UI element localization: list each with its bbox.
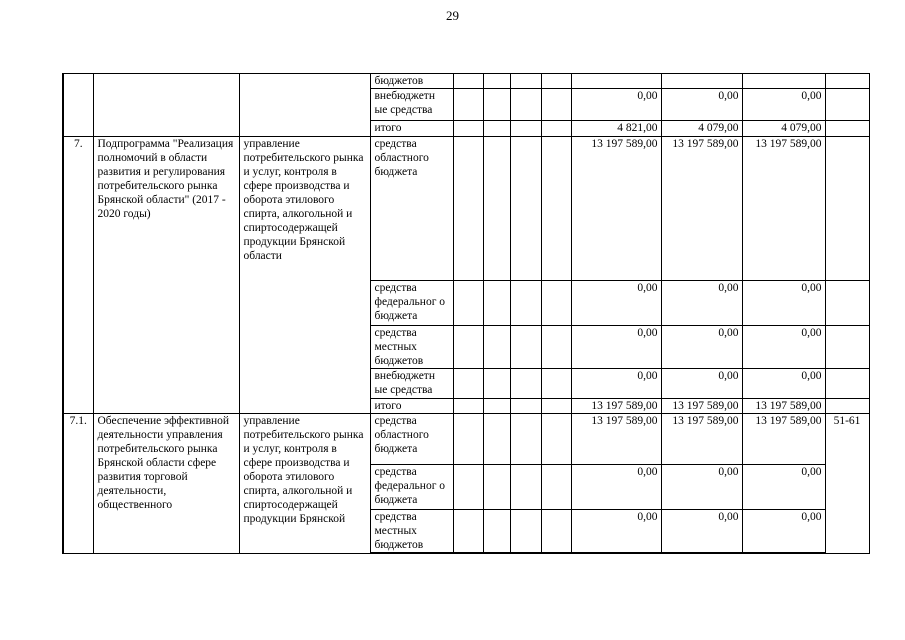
cell-value-1: 0,00: [571, 89, 661, 121]
cell-value-2: 0,00: [661, 465, 742, 510]
program-executor: управление потребительского рынка и услуг, контроля в сфере производства и оборота этилового спирта, алкогольной и спиртосодержащей продукции Брянской: [239, 414, 370, 554]
cell-source: средства местных бюджетов: [370, 510, 453, 554]
budget-table: [62, 73, 870, 554]
cell-value-3: 0,00: [742, 326, 825, 369]
table-row: [63, 414, 869, 465]
cell-value-3: 13 197 589,00: [742, 137, 825, 281]
cell-source: итого: [370, 399, 453, 414]
program-number: 7.: [63, 137, 93, 414]
cell-value-1: 13 197 589,00: [571, 399, 661, 414]
cell-executor: [239, 74, 370, 137]
cell-value-1: 13 197 589,00: [571, 414, 661, 465]
cell-value-2: 13 197 589,00: [661, 137, 742, 281]
program-name: Подпрограмма "Реализация полномочий в области развития и регулирования потребительского рынка Брянской области" (2017 - 2020 годы): [93, 137, 239, 414]
indicator-ref: 51-61: [825, 414, 869, 554]
cell-value-1: 0,00: [571, 326, 661, 369]
cell-source: средства федеральног о бюджета: [370, 281, 453, 326]
cell-value-2: 0,00: [661, 369, 742, 399]
cell-value-3: 0,00: [742, 281, 825, 326]
cell-value-3: 13 197 589,00: [742, 414, 825, 465]
cell-value-2: 13 197 589,00: [661, 414, 742, 465]
table-row: [63, 74, 869, 89]
cell-value-2: 4 079,00: [661, 121, 742, 137]
cell-source: средства местных бюджетов: [370, 326, 453, 369]
cell-value-2: 0,00: [661, 89, 742, 121]
page-number: 29: [446, 8, 459, 23]
cell-source: средства областного бюджета: [370, 414, 453, 465]
cell-source: средства федеральног о бюджета: [370, 465, 453, 510]
program-number: 7.1.: [63, 414, 93, 554]
cell-value-3: 4 079,00: [742, 121, 825, 137]
cell-value-1: 0,00: [571, 510, 661, 554]
cell-value-1: 0,00: [571, 369, 661, 399]
cell-value-2: 0,00: [661, 326, 742, 369]
cell-value-1: 13 197 589,00: [571, 137, 661, 281]
cell-source: бюджетов: [370, 74, 453, 89]
cell-source: средства областного бюджета: [370, 137, 453, 281]
cell-value-2: 0,00: [661, 281, 742, 326]
cell-value-3: 0,00: [742, 465, 825, 510]
cell-value-3: 0,00: [742, 510, 825, 554]
cell-source: итого: [370, 121, 453, 137]
program-name: Обеспечение эффективной деятельности управления потребительского рынка Брянской области сфере развития торговой деятельности, общественного: [93, 414, 239, 554]
table-row: [63, 137, 869, 281]
cell-value-2: 13 197 589,00: [661, 399, 742, 414]
cell-source: внебюджетн ые средства: [370, 369, 453, 399]
cell-num: [63, 74, 93, 137]
cell-value-3: 13 197 589,00: [742, 399, 825, 414]
cell-value-1: 0,00: [571, 281, 661, 326]
cell-value-2: 0,00: [661, 510, 742, 554]
cell-value-3: 0,00: [742, 89, 825, 121]
cell-source: внебюджетн ые средства: [370, 89, 453, 121]
cell-value-1: 0,00: [571, 465, 661, 510]
cell-value-1: 4 821,00: [571, 121, 661, 137]
program-executor: управление потребительского рынка и услуг, контроля в сфере производства и оборота этилового спирта, алкогольной и спиртосодержащей продукции Брянской области: [239, 137, 370, 414]
cell-value-3: 0,00: [742, 369, 825, 399]
cell-name: [93, 74, 239, 137]
